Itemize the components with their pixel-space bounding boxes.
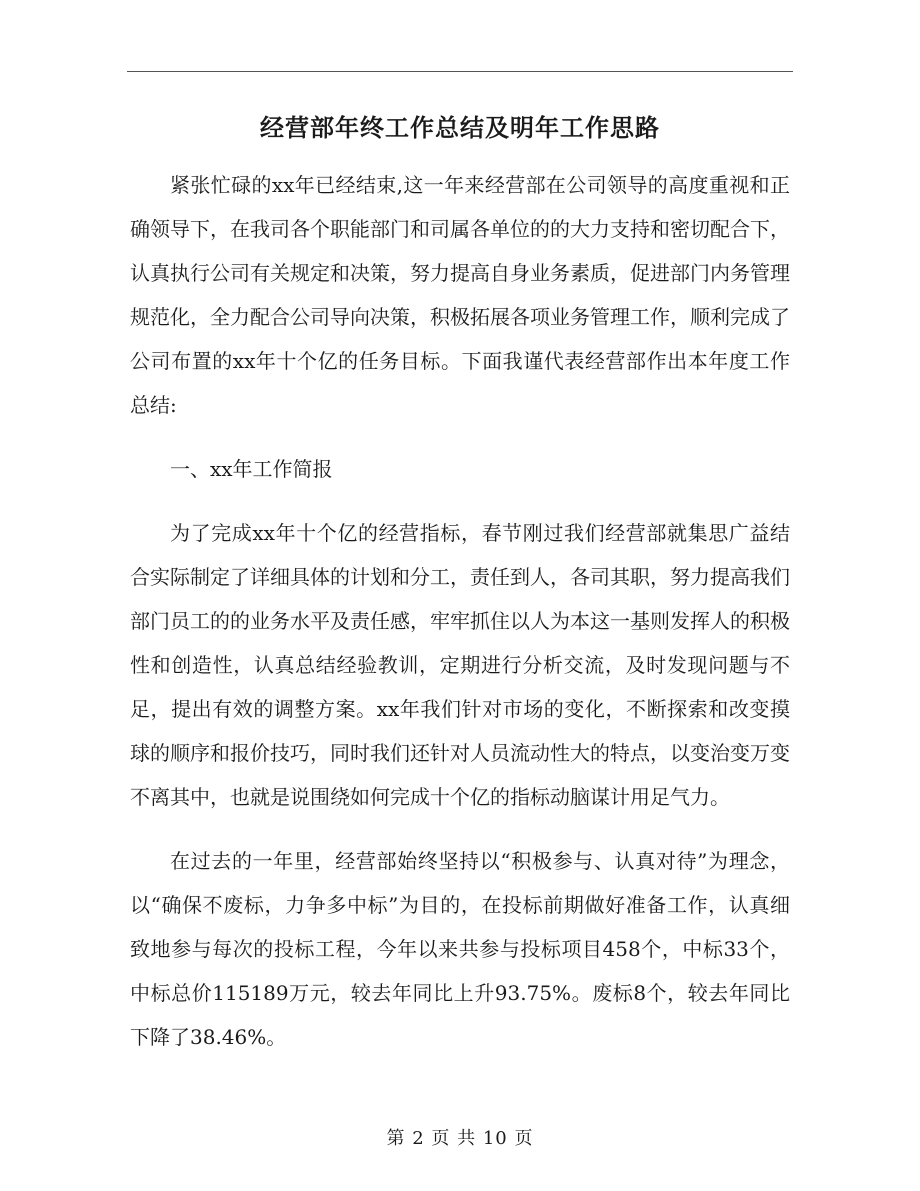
header-rule <box>127 71 793 72</box>
paragraph-intro: 紧张忙碌的xx年已经结束,这一年来经营部在公司领导的高度重视和正确领导下，在我司各个职能部门和司属各单位的的大力支持和密切配合下，认真执行公司有关规定和决策，努力提高自身业务素质，促进部门内务管理规范化，全力配合公司导向决策，积极拓展各项业务管理工作，顺利完成了公司布置的xx年十个亿的任务目标。下面我谨代表经营部作出本年度工作总结: <box>130 173 790 417</box>
paragraph-bidding: 在过去的一年里，经营部始终坚持以“积极参与、认真对待”为理念，以“确保不废标，力争多中标”为目的，在投标前期做好准备工作，认真细致地参与每次的投标工程，今年以来共参与投标项目458个，中标33个，中标总价115189万元，较去年同比上升93.75%。废标8个，较去年同比下降了38.46%。 <box>130 849 790 1049</box>
document-title: 经营部年终工作总结及明年工作思路 <box>260 114 660 142</box>
section-heading: 一、xx年工作简报 <box>170 457 333 481</box>
paragraph-plan: 为了完成xx年十个亿的经营指标，春节刚过我们经营部就集思广益结合实际制定了详细具体的计划和分工，责任到人，各司其职，努力提高我们部门员工的的业务水平及责任感，牢牢抓住以人为本这一基则发挥人的积极性和创造性，认真总结经验教训，定期进行分析交流，及时发现问题与不足，提出有效的调整方案。xx年我们针对市场的变化，不断探索和改变摸球的顺序和报价技巧，同时我们还针对人员流动性大的特点，以变治变万变不离其中，也就是说围绕如何完成十个亿的指标动脑谋计用足气力。 <box>130 521 790 809</box>
document-body <box>130 163 790 1079</box>
page-footer: 第 2 页 共 10 页 <box>386 1128 534 1149</box>
